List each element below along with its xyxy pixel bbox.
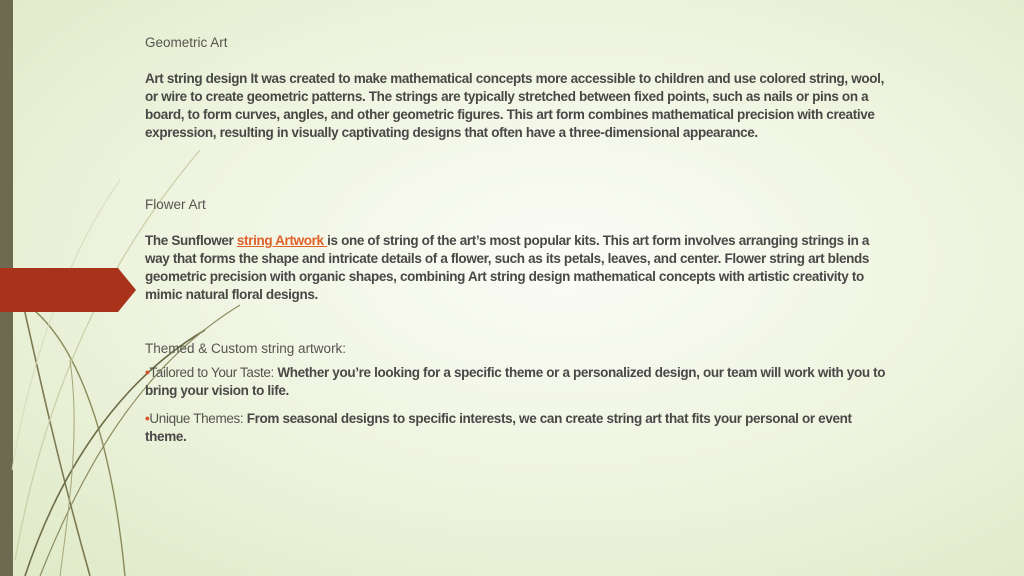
flower-body-after: is one of string of the art’s most popular kits. This art form involves arranging strings in a way that forms the shape and intricate details of a flower, such as its petals, leaves, and center. Flower string art blends geometric precision with organic shapes, combining Art string design mathematical concepts with artistic creativity to mimic natural floral designs.: [145, 233, 870, 302]
bullet-text: From seasonal designs to specific interests, we can create string art that fits your personal or event theme.: [145, 411, 852, 444]
flower-art-body: [145, 232, 890, 304]
bullet-text: Whether you’re looking for a specific theme or a personalized design, our team will work with you to bring your vision to life.: [145, 365, 886, 398]
content: [145, 34, 890, 446]
string-artwork-link[interactable]: string Artwork: [236, 233, 328, 248]
bullet-marker: •: [145, 411, 150, 426]
geometric-art-heading: Geometric Art: [145, 35, 228, 50]
geometric-art-body: Art string design It was created to make mathematical concepts more accessible to children and use colored string, wool, or wire to create geometric patterns. The strings are typically stretched between fixed points, such as nails or pins on a board, to form curves, angles, and other geometric figures. This art form combines mathematical precision with creative expression, resulting in visually captivating designs that often have a three-dimensional appearance.: [145, 71, 884, 140]
bullet-label: Tailored to Your Taste:: [149, 365, 278, 380]
arrow-tab-icon: [0, 268, 136, 312]
bullet-tailored: [145, 364, 890, 400]
bullet-label: Unique Themes:: [149, 411, 247, 426]
flower-art-heading: Flower Art: [145, 197, 206, 212]
bullet-marker: •: [145, 365, 150, 380]
themed-heading: Themed & Custom string artwork:: [145, 341, 347, 356]
flower-body-before: The Sunflower: [145, 233, 237, 248]
bullet-unique: [145, 410, 890, 446]
